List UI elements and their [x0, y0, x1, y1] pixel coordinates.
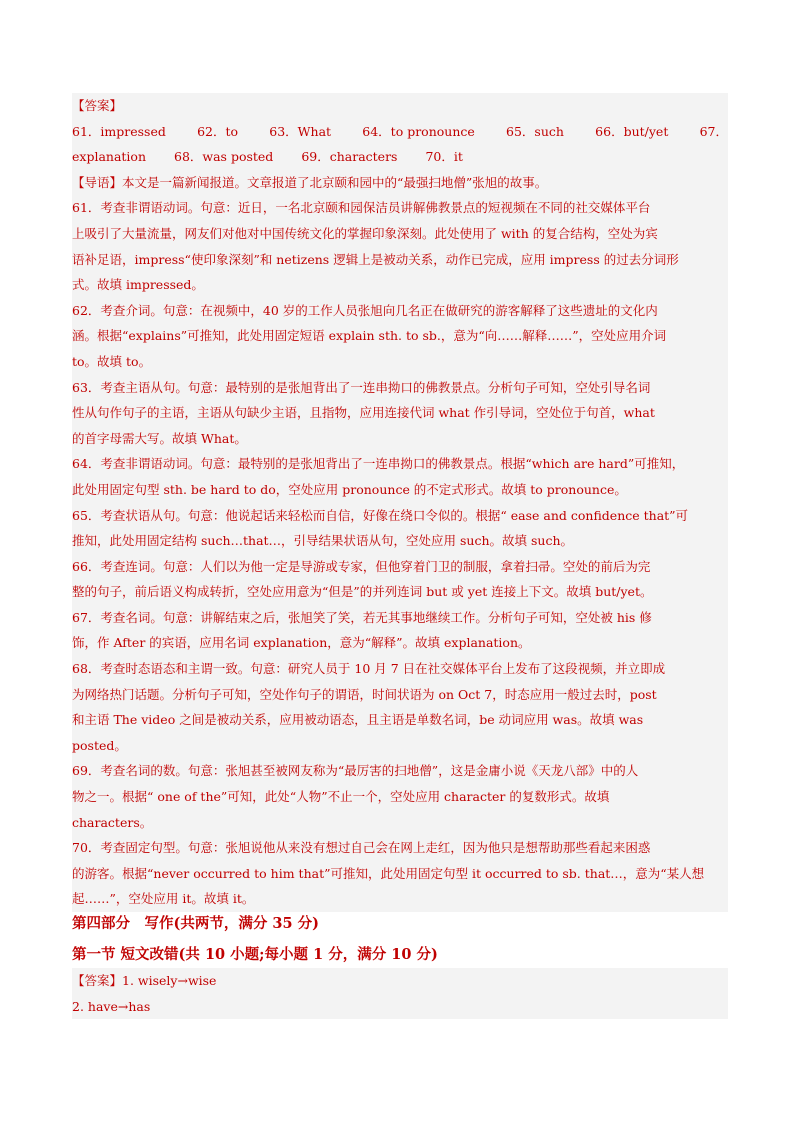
- explanation-line: 推知，此处用固定结构 such…that…，引导结果状语从句，空处应用 such。故填 such。: [72, 533, 574, 549]
- explanation-line: 语补足语，impress“使印象深刻”和 netizens 逻辑上是被动关系，动作已完成，应用 impress 的过去分词形: [72, 251, 679, 267]
- correction-line: 【答案】1. wisely→wise: [72, 973, 217, 988]
- explanation-line: 66．考查连词。句意：人们以为他一定是导游或专家，但他穿着门卫的制服，拿着扫帚。空处的前后为完: [72, 558, 651, 574]
- explanation-line: 为网络热门话题。分析句子可知，空处作句子的谓语，时间状语为 on Oct 7，时态应用一般过去时，post: [72, 686, 657, 702]
- answer-item: 65．such: [506, 123, 564, 139]
- explanation-line: 性从句作句子的主语，主语从句缺少主语，且指物，应用连接代词 what 作引导词，空处位于句首，what: [72, 405, 655, 421]
- answers-row-1: [72, 119, 728, 145]
- explanation-line: 64．考查非谓语动词。句意：最特别的是张旭背出了一连串拗口的佛教景点。根据“which are hard”可推知，: [72, 456, 685, 472]
- correction-answer-block: [72, 968, 728, 1019]
- answer-item: explanation: [72, 149, 146, 165]
- explanation-line: characters。: [72, 814, 153, 830]
- explanation-line: 65．考查状语从句。句意：他说起话来轻松而自信，好像在绕口令似的。根据“ ease and confidence that”可: [72, 507, 689, 523]
- answer-item: 67．: [699, 123, 728, 139]
- explanation-line: 67．考查名词。句意：讲解结束之后，张旭笑了笑，若无其事地继续工作。分析句子可知，空处被 his 修: [72, 609, 652, 625]
- answer-explanation-block: [72, 93, 728, 912]
- explanation-line: 物之一。根据“ one of the”可知，此处“人物”不止一个，空处应用 character 的复数形式。故填: [72, 789, 610, 805]
- explanation-line: 的首字母需大写。故填 What。: [72, 430, 247, 446]
- answers-row-2: [72, 144, 728, 170]
- explanation-line: 此处用固定句型 sth. be hard to do，空处应用 pronounce 的不定式形式。故填 to pronounce。: [72, 481, 627, 497]
- answer-item: 63．What: [269, 123, 332, 139]
- explanation-line: 的游客。根据“never occurred to him that”可推知，此处用固定句型 it occurred to sb. that…，意为“某人想: [72, 865, 705, 881]
- explanation-line: 61．考查非谓语动词。句意：近日，一名北京颐和园保洁员讲解佛教景点的短视频在不同的社交媒体平台: [72, 200, 651, 216]
- explanation-line: 【导语】本文是一篇新闻报道。文章报道了北京颐和园中的“最强扫地僧”张旭的故事。: [72, 174, 548, 190]
- explanation-line: 70．考查固定句型。句意：张旭说他从来没有想过自己会在网上走红，因为他只是想帮助那些看起来困惑: [72, 840, 651, 856]
- answer-item: 69．characters: [301, 149, 398, 165]
- explanation-line: to。故填 to。: [72, 353, 152, 369]
- explanation-line: 饰，作 After 的宾语，应用名词 explanation，意为“解释”。故填 explanation。: [72, 635, 531, 651]
- correction-line: 2. have→has: [72, 998, 151, 1014]
- explanation-line: 63．考查主语从句。句意：最特别的是张旭背出了一连串拗口的佛教景点。分析句子可知，空处引导名词: [72, 379, 651, 395]
- explanation-line: 上吸引了大量流量，网友们对他对中国传统文化的掌握印象深刻。此处使用了 with 的复合结构，空处为宾: [72, 225, 658, 241]
- answer-item: 61．impressed: [72, 123, 166, 139]
- answer-item: 68．was posted: [174, 149, 274, 165]
- explanation-line: 62．考查介词。句意：在视频中，40 岁的工作人员张旭向几名正在做研究的游客解释了这些遗址的文化内: [72, 302, 658, 318]
- explanation-lines: [72, 170, 728, 912]
- answer-item: 70．it: [425, 149, 463, 165]
- answer-item: 62．to: [197, 123, 239, 139]
- answer-item: 66．but/yet: [595, 123, 669, 139]
- explanation-line: 和主语 The video 之间是被动关系，应用被动语态，且主语是单数名词，be 动词应用 was。故填 was: [72, 712, 644, 728]
- part-heading: 第四部分 写作(共两节，满分 35 分): [72, 915, 319, 932]
- answer-label: 【答案】: [72, 98, 123, 113]
- explanation-line: 68．考查时态语态和主谓一致。句意：研究人员于 10 月 7 日在社交媒体平台上发布了这段视频，并立即成: [72, 661, 666, 677]
- answer-item: 64．to pronounce: [362, 123, 475, 139]
- explanation-line: 涵。根据“explains”可推知，此处用固定短语 explain sth. to sb.，意为“向……解释……”，空处应用介词: [72, 328, 667, 344]
- section-heading: 第一节 短文改错(共 10 小题;每小题 1 分，满分 10 分): [72, 946, 438, 963]
- explanation-line: posted。: [72, 737, 127, 753]
- explanation-line: 整的句子，前后语义构成转折，空处应用意为“但是”的并列连词 but 或 yet 连接上下文。故填 but/yet。: [72, 584, 653, 600]
- explanation-line: 式。故填 impressed。: [72, 277, 204, 293]
- explanation-line: 69．考查名词的数。句意：张旭甚至被网友称为“最厉害的扫地僧”，这是金庸小说《天龙八部》中的人: [72, 763, 639, 779]
- explanation-line: 起……”，空处应用 it。故填 it。: [72, 891, 255, 907]
